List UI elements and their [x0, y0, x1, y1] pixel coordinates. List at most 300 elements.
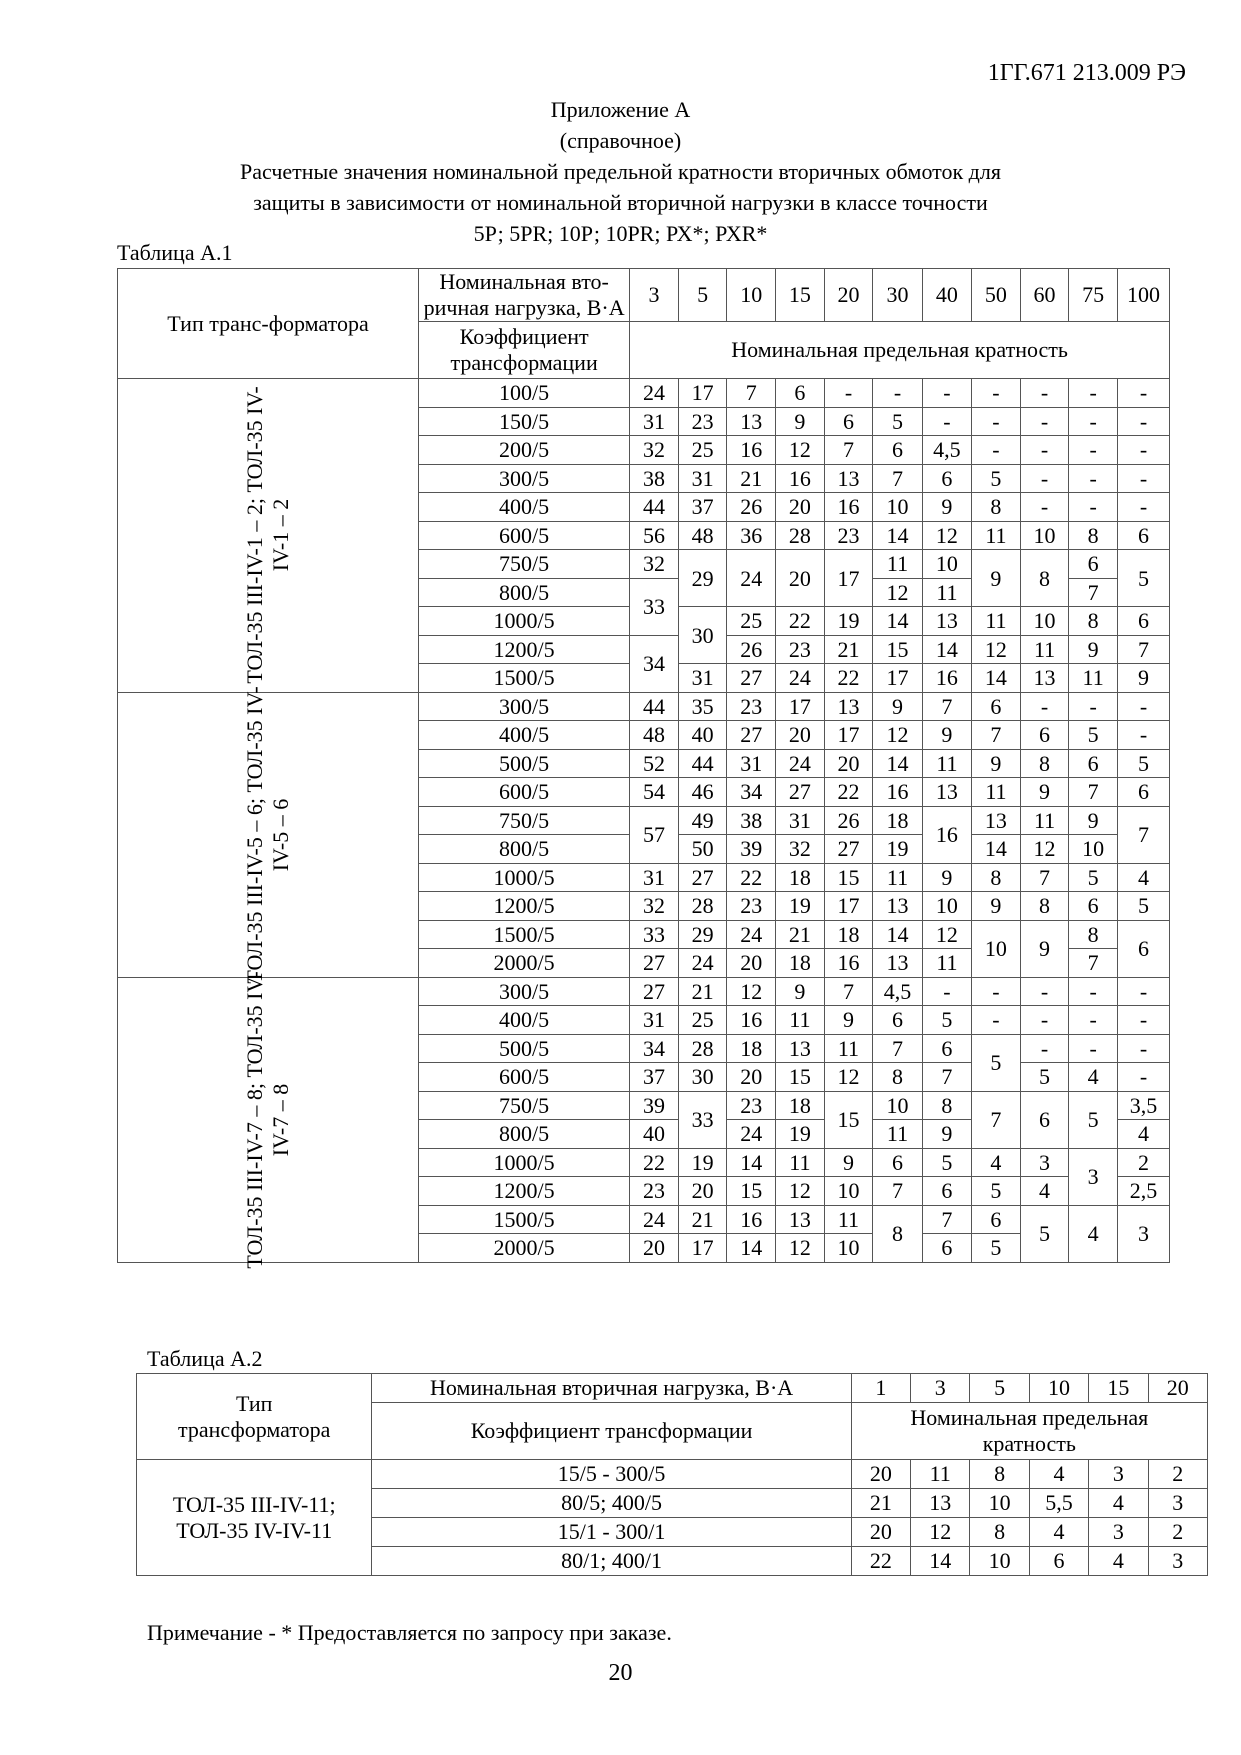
- value-cell: 8: [922, 1091, 971, 1120]
- value-cell: 31: [727, 749, 776, 778]
- value-cell: 21: [727, 464, 776, 493]
- value-cell: -: [1020, 977, 1069, 1006]
- value-cell: 6: [1020, 1091, 1069, 1148]
- value-cell: 9: [922, 721, 971, 750]
- value-cell: 15: [873, 635, 922, 664]
- value-cell: 7: [873, 1177, 922, 1206]
- value-cell: 22: [851, 1547, 910, 1576]
- value-cell: 12: [727, 977, 776, 1006]
- load-value: 1: [851, 1374, 910, 1403]
- value-cell: 8: [1020, 550, 1069, 607]
- value-cell: -: [1069, 407, 1118, 436]
- value-cell: 21: [678, 1205, 727, 1234]
- value-cell: 28: [678, 1034, 727, 1063]
- value-cell: 39: [630, 1091, 679, 1120]
- value-cell: 3: [1117, 1205, 1169, 1262]
- value-cell: 8: [873, 1063, 922, 1092]
- value-cell: 20: [824, 749, 873, 778]
- value-cell: 16: [727, 1006, 776, 1035]
- load-value: 10: [1029, 1374, 1088, 1403]
- table-row: [137, 1460, 1208, 1489]
- ratio-cell: 2000/5: [419, 1234, 630, 1263]
- value-cell: 8: [972, 493, 1021, 522]
- value-cell: -: [1117, 1034, 1169, 1063]
- value-cell: 25: [727, 607, 776, 636]
- appendix-description-line-3: 5Р; 5РR; 10Р; 10РR; РХ*; РХR*: [473, 221, 768, 246]
- value-cell: 38: [727, 806, 776, 835]
- ratio-cell: 2000/5: [419, 949, 630, 978]
- value-cell: 13: [776, 1034, 825, 1063]
- value-cell: 10: [922, 550, 971, 579]
- value-cell: 13: [922, 778, 971, 807]
- value-cell: -: [1117, 692, 1169, 721]
- value-cell: 6: [922, 1177, 971, 1206]
- value-cell: 5: [1069, 721, 1118, 750]
- table1-header-row-1: [118, 269, 1170, 322]
- value-cell: 12: [922, 521, 971, 550]
- value-cell: 9: [922, 863, 971, 892]
- ratio-cell: 1500/5: [419, 1205, 630, 1234]
- appendix-description-line-1: Расчетные значения номинальной предельной кратности вторичных обмоток для: [240, 159, 1001, 184]
- value-cell: 2: [1148, 1518, 1207, 1547]
- value-cell: 23: [776, 635, 825, 664]
- value-cell: 7: [727, 379, 776, 408]
- value-cell: 7: [972, 1091, 1021, 1148]
- value-cell: 9: [824, 1148, 873, 1177]
- value-cell: 31: [630, 863, 679, 892]
- value-cell: 11: [873, 1120, 922, 1149]
- value-cell: 33: [630, 578, 679, 635]
- value-cell: 39: [727, 835, 776, 864]
- value-cell: 9: [922, 493, 971, 522]
- value-cell: -: [972, 379, 1021, 408]
- value-cell: 3: [1020, 1148, 1069, 1177]
- value-cell: 17: [824, 721, 873, 750]
- value-cell: 31: [678, 464, 727, 493]
- load-value: 3: [911, 1374, 970, 1403]
- table1-caption: Таблица А.1: [117, 240, 233, 265]
- value-cell: 4: [1117, 863, 1169, 892]
- value-cell: 16: [776, 464, 825, 493]
- value-cell: 48: [678, 521, 727, 550]
- load-value: 60: [1020, 269, 1069, 322]
- value-cell: 8: [1069, 521, 1118, 550]
- value-cell: 15: [727, 1177, 776, 1206]
- value-cell: 13: [972, 806, 1021, 835]
- value-cell: 11: [1069, 664, 1118, 693]
- value-cell: 10: [970, 1547, 1029, 1576]
- ratio-cell: 1500/5: [419, 920, 630, 949]
- value-cell: 7: [824, 436, 873, 465]
- value-cell: 44: [630, 692, 679, 721]
- value-cell: 4,5: [873, 977, 922, 1006]
- value-cell: 34: [630, 635, 679, 692]
- value-cell: 20: [678, 1177, 727, 1206]
- value-cell: 23: [824, 521, 873, 550]
- value-cell: 5: [972, 464, 1021, 493]
- load-value: 20: [824, 269, 873, 322]
- value-cell: 18: [873, 806, 922, 835]
- value-cell: 4: [1117, 1120, 1169, 1149]
- value-cell: 3: [1148, 1547, 1207, 1576]
- document-code: 1ГГ.671 213.009 РЭ: [987, 60, 1186, 86]
- load-value: 10: [727, 269, 776, 322]
- value-cell: 14: [873, 607, 922, 636]
- value-cell: 37: [678, 493, 727, 522]
- value-cell: 7: [972, 721, 1021, 750]
- value-cell: -: [873, 379, 922, 408]
- load-value: 3: [630, 269, 679, 322]
- value-cell: -: [824, 379, 873, 408]
- value-cell: 11: [873, 550, 922, 579]
- transformer-type-label: ТОЛ-35 III-IV-1 – 2; ТОЛ-35 IV-IV-1 – 2: [242, 386, 293, 684]
- value-cell: -: [1069, 436, 1118, 465]
- value-cell: 27: [776, 778, 825, 807]
- ratio-cell: 1000/5: [419, 607, 630, 636]
- value-cell: 12: [911, 1518, 970, 1547]
- value-cell: -: [972, 1006, 1021, 1035]
- value-cell: 27: [824, 835, 873, 864]
- value-cell: 4: [1069, 1205, 1118, 1262]
- value-cell: 12: [873, 578, 922, 607]
- value-cell: 18: [776, 863, 825, 892]
- value-cell: -: [1117, 721, 1169, 750]
- value-cell: 8: [1020, 749, 1069, 778]
- value-cell: 35: [678, 692, 727, 721]
- value-cell: 5: [922, 1006, 971, 1035]
- value-cell: 17: [873, 664, 922, 693]
- value-cell: 26: [824, 806, 873, 835]
- value-cell: 5: [972, 1034, 1021, 1091]
- ratio-cell: 400/5: [419, 493, 630, 522]
- value-cell: 23: [727, 1091, 776, 1120]
- value-cell: 5: [922, 1148, 971, 1177]
- value-cell: 5: [1069, 1091, 1118, 1148]
- transformer-type-cell: [118, 970, 419, 1269]
- value-cell: 20: [727, 949, 776, 978]
- value-cell: -: [1020, 493, 1069, 522]
- value-cell: 11: [972, 607, 1021, 636]
- ratio-cell: 15/5 - 300/5: [372, 1460, 851, 1489]
- value-cell: 29: [678, 920, 727, 949]
- value-cell: 10: [1020, 607, 1069, 636]
- value-cell: 44: [630, 493, 679, 522]
- value-cell: -: [1069, 692, 1118, 721]
- ratio-cell: 150/5: [419, 407, 630, 436]
- value-cell: 11: [972, 521, 1021, 550]
- value-cell: 16: [727, 436, 776, 465]
- load-value: 5: [678, 269, 727, 322]
- value-cell: 14: [922, 635, 971, 664]
- value-cell: 4: [1089, 1489, 1148, 1518]
- appendix-title: Приложение А: [550, 97, 691, 122]
- load-value: 75: [1069, 269, 1118, 322]
- value-cell: 10: [922, 892, 971, 921]
- value-cell: -: [972, 436, 1021, 465]
- value-cell: 22: [727, 863, 776, 892]
- value-cell: 11: [824, 1034, 873, 1063]
- value-cell: 13: [922, 607, 971, 636]
- value-cell: 7: [1117, 635, 1169, 664]
- value-cell: -: [1020, 1034, 1069, 1063]
- value-cell: 23: [678, 407, 727, 436]
- value-cell: 7: [873, 464, 922, 493]
- value-cell: -: [922, 977, 971, 1006]
- value-cell: 22: [824, 664, 873, 693]
- value-cell: 50: [678, 835, 727, 864]
- value-cell: 16: [824, 493, 873, 522]
- type-header: Тип транс-форматора: [118, 269, 419, 379]
- value-cell: 14: [873, 521, 922, 550]
- value-cell: 15: [776, 1063, 825, 1092]
- value-cell: 13: [911, 1489, 970, 1518]
- load-value: 40: [922, 269, 971, 322]
- value-cell: 25: [678, 436, 727, 465]
- value-cell: -: [1069, 1006, 1118, 1035]
- ratio-cell: 400/5: [419, 721, 630, 750]
- value-cell: 8: [972, 863, 1021, 892]
- value-cell: 9: [972, 892, 1021, 921]
- value-cell: 18: [776, 949, 825, 978]
- value-cell: 10: [824, 1177, 873, 1206]
- value-cell: -: [1069, 464, 1118, 493]
- value-cell: 3: [1148, 1489, 1207, 1518]
- value-cell: 9: [1069, 806, 1118, 835]
- load-value: 50: [972, 269, 1021, 322]
- value-cell: 10: [873, 493, 922, 522]
- value-cell: 27: [727, 664, 776, 693]
- value-cell: -: [1117, 379, 1169, 408]
- value-cell: -: [1020, 379, 1069, 408]
- value-cell: 49: [678, 806, 727, 835]
- transformer-type-cell: [118, 685, 419, 984]
- value-cell: -: [972, 977, 1021, 1006]
- value-cell: 2: [1117, 1148, 1169, 1177]
- value-cell: 14: [972, 664, 1021, 693]
- table-a1: [117, 268, 1170, 1269]
- value-cell: 36: [727, 521, 776, 550]
- value-cell: 27: [678, 863, 727, 892]
- value-cell: 18: [776, 1091, 825, 1120]
- value-cell: 6: [776, 379, 825, 408]
- value-cell: -: [1069, 493, 1118, 522]
- value-cell: 11: [922, 949, 971, 978]
- value-cell: 21: [851, 1489, 910, 1518]
- value-cell: 6: [873, 1006, 922, 1035]
- value-cell: 9: [776, 977, 825, 1006]
- value-cell: 28: [678, 892, 727, 921]
- value-cell: 7: [1069, 949, 1118, 978]
- value-cell: -: [1020, 464, 1069, 493]
- value-cell: 15: [824, 863, 873, 892]
- value-cell: 33: [630, 920, 679, 949]
- value-cell: 7: [873, 1034, 922, 1063]
- load-value: 20: [1148, 1374, 1207, 1403]
- value-cell: 13: [873, 892, 922, 921]
- ratio-cell: 600/5: [419, 778, 630, 807]
- value-cell: 9: [922, 1120, 971, 1149]
- value-cell: 7: [922, 1205, 971, 1234]
- value-cell: 6: [1069, 892, 1118, 921]
- value-cell: -: [1069, 379, 1118, 408]
- value-cell: 20: [727, 1063, 776, 1092]
- value-cell: 5,5: [1029, 1489, 1088, 1518]
- value-cell: 8: [1020, 892, 1069, 921]
- value-cell: 3: [1089, 1518, 1148, 1547]
- ratio-cell: 800/5: [419, 835, 630, 864]
- value-cell: 30: [678, 1063, 727, 1092]
- value-cell: 48: [630, 721, 679, 750]
- table-row: [118, 379, 1170, 408]
- value-cell: 16: [873, 778, 922, 807]
- ratio-cell: 1200/5: [419, 892, 630, 921]
- value-cell: 12: [972, 635, 1021, 664]
- value-cell: 6: [922, 1234, 971, 1263]
- value-cell: 13: [824, 692, 873, 721]
- value-cell: 23: [727, 692, 776, 721]
- value-cell: 30: [678, 607, 727, 664]
- value-cell: 14: [873, 749, 922, 778]
- value-cell: 23: [630, 1177, 679, 1206]
- value-cell: 6: [1117, 607, 1169, 636]
- value-cell: 32: [776, 835, 825, 864]
- ratio-cell: 1200/5: [419, 635, 630, 664]
- ratio-cell: 600/5: [419, 1063, 630, 1092]
- ratio-cell: 100/5: [419, 379, 630, 408]
- value-cell: 40: [678, 721, 727, 750]
- value-cell: 28: [776, 521, 825, 550]
- value-cell: 24: [630, 1205, 679, 1234]
- value-cell: 6: [972, 1205, 1021, 1234]
- table-row: [118, 977, 1170, 1006]
- value-cell: 32: [630, 550, 679, 579]
- value-cell: 40: [630, 1120, 679, 1149]
- value-cell: 11: [824, 1205, 873, 1234]
- value-cell: 21: [678, 977, 727, 1006]
- ratio-cell: 1000/5: [419, 1148, 630, 1177]
- value-cell: 15: [824, 1091, 873, 1148]
- value-cell: 4: [1029, 1518, 1088, 1547]
- ratio-cell: 300/5: [419, 692, 630, 721]
- table-a2: [136, 1373, 1208, 1576]
- value-cell: 20: [776, 550, 825, 607]
- value-cell: 19: [824, 607, 873, 636]
- load-header: Номинальная вторичная нагрузка, В·А: [372, 1374, 851, 1403]
- value-cell: 33: [678, 1091, 727, 1148]
- value-cell: 13: [873, 949, 922, 978]
- value-cell: 5: [1020, 1205, 1069, 1262]
- ratio-cell: 800/5: [419, 1120, 630, 1149]
- value-cell: 16: [824, 949, 873, 978]
- value-cell: 21: [824, 635, 873, 664]
- ratio-header: Коэффициент трансформации: [372, 1403, 851, 1460]
- value-cell: 18: [824, 920, 873, 949]
- load-value: 15: [776, 269, 825, 322]
- value-cell: 3: [1069, 1148, 1118, 1205]
- value-cell: 6: [1069, 550, 1118, 579]
- value-cell: 16: [727, 1205, 776, 1234]
- value-cell: 31: [776, 806, 825, 835]
- value-cell: 4: [1020, 1177, 1069, 1206]
- value-cell: 24: [776, 664, 825, 693]
- type-header: Тип трансформатора: [137, 1374, 372, 1460]
- value-cell: 19: [678, 1148, 727, 1177]
- ratio-cell: 750/5: [419, 550, 630, 579]
- value-cell: 3,5: [1117, 1091, 1169, 1120]
- value-cell: 14: [727, 1234, 776, 1263]
- value-cell: 19: [776, 1120, 825, 1149]
- value-cell: 8: [1069, 607, 1118, 636]
- value-cell: 27: [727, 721, 776, 750]
- value-cell: 25: [678, 1006, 727, 1035]
- value-cell: 12: [1020, 835, 1069, 864]
- value-cell: 31: [630, 1006, 679, 1035]
- ratio-cell: 400/5: [419, 1006, 630, 1035]
- value-cell: 12: [873, 721, 922, 750]
- value-cell: 17: [678, 1234, 727, 1263]
- value-cell: 9: [1069, 635, 1118, 664]
- value-cell: 8: [1069, 920, 1118, 949]
- value-cell: 9: [776, 407, 825, 436]
- value-cell: 14: [972, 835, 1021, 864]
- value-cell: 9: [1020, 778, 1069, 807]
- value-header: Номинальная предельная кратность: [851, 1403, 1207, 1460]
- value-cell: 24: [727, 550, 776, 607]
- table-row: [118, 692, 1170, 721]
- value-cell: 10: [972, 920, 1021, 977]
- value-cell: -: [1117, 464, 1169, 493]
- value-cell: 6: [972, 692, 1021, 721]
- value-cell: 46: [678, 778, 727, 807]
- value-cell: 17: [824, 892, 873, 921]
- value-cell: 20: [630, 1234, 679, 1263]
- value-cell: 11: [911, 1460, 970, 1489]
- load-value: 5: [970, 1374, 1029, 1403]
- value-cell: -: [1117, 1063, 1169, 1092]
- ratio-cell: 80/1; 400/1: [372, 1547, 851, 1576]
- value-cell: 22: [776, 607, 825, 636]
- value-cell: 6: [1117, 778, 1169, 807]
- value-cell: 4: [1029, 1460, 1088, 1489]
- value-cell: 44: [678, 749, 727, 778]
- value-cell: 20: [776, 721, 825, 750]
- value-cell: 56: [630, 521, 679, 550]
- transformer-type-cell: [118, 379, 419, 693]
- ratio-cell: 15/1 - 300/1: [372, 1518, 851, 1547]
- value-cell: 16: [922, 806, 971, 863]
- value-cell: -: [1020, 1006, 1069, 1035]
- value-cell: 38: [630, 464, 679, 493]
- ratio-cell: 600/5: [419, 521, 630, 550]
- value-cell: 7: [824, 977, 873, 1006]
- value-cell: 27: [630, 977, 679, 1006]
- value-cell: 10: [970, 1489, 1029, 1518]
- value-cell: 57: [630, 806, 679, 863]
- value-cell: 17: [824, 550, 873, 607]
- value-cell: 17: [776, 692, 825, 721]
- value-cell: 19: [776, 892, 825, 921]
- value-cell: 12: [776, 436, 825, 465]
- value-cell: 9: [1020, 920, 1069, 977]
- value-cell: 24: [776, 749, 825, 778]
- value-cell: 26: [727, 493, 776, 522]
- transformer-type-cell: ТОЛ-35 III-IV-11; ТОЛ-35 IV-IV-11: [137, 1460, 372, 1576]
- value-cell: 37: [630, 1063, 679, 1092]
- value-cell: 24: [727, 920, 776, 949]
- value-cell: 7: [1020, 863, 1069, 892]
- value-cell: 8: [970, 1460, 1029, 1489]
- value-cell: 34: [727, 778, 776, 807]
